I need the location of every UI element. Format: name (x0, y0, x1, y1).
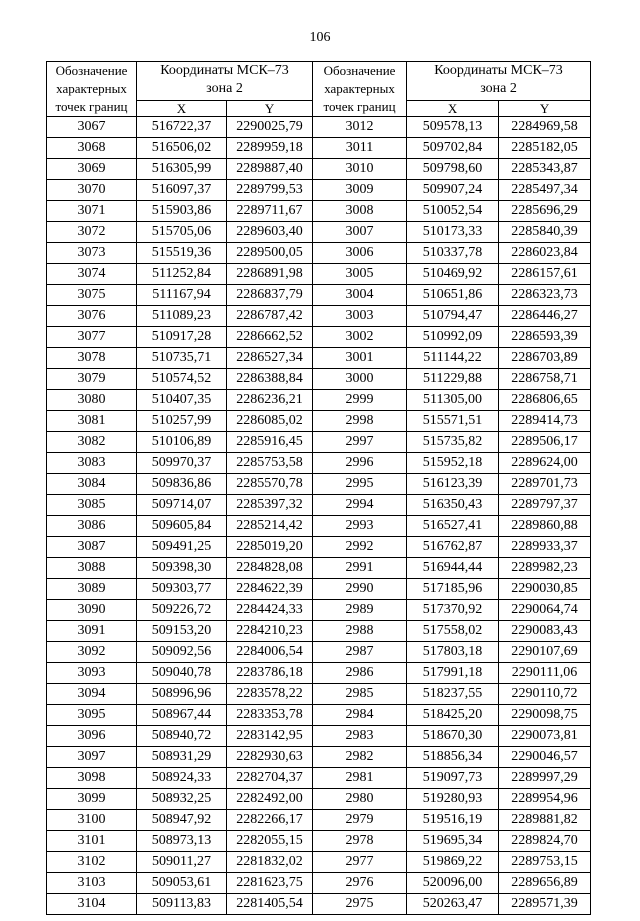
right-y-value: 2286703,89 (499, 348, 591, 369)
right-point-number: 2978 (313, 831, 407, 852)
right-point-number: 2999 (313, 390, 407, 411)
left-point-number: 3070 (47, 180, 137, 201)
right-point-number: 2979 (313, 810, 407, 831)
right-y-value: 2289753,15 (499, 852, 591, 873)
left-x-value: 515705,06 (137, 222, 227, 243)
left-y-value: 2283353,78 (227, 705, 313, 726)
left-x-value: 509053,61 (137, 873, 227, 894)
right-y-value: 2286758,71 (499, 369, 591, 390)
table-row (47, 453, 591, 474)
left-point-number: 3082 (47, 432, 137, 453)
left-y-value: 2285397,32 (227, 495, 313, 516)
left-x-value: 515903,86 (137, 201, 227, 222)
right-x-value: 509798,60 (407, 159, 499, 180)
right-point-number: 2992 (313, 537, 407, 558)
right-point-number: 3003 (313, 306, 407, 327)
right-y-value: 2285696,29 (499, 201, 591, 222)
right-point-number: 2996 (313, 453, 407, 474)
right-x-value: 509702,84 (407, 138, 499, 159)
left-point-number: 3097 (47, 747, 137, 768)
table-row (47, 180, 591, 201)
right-y-value: 2290073,81 (499, 726, 591, 747)
left-point-number: 3089 (47, 579, 137, 600)
left-x-value: 509153,20 (137, 621, 227, 642)
right-point-number: 2995 (313, 474, 407, 495)
right-x-value: 509907,24 (407, 180, 499, 201)
left-x-value: 510257,99 (137, 411, 227, 432)
table-row (47, 579, 591, 600)
left-x-value: 511089,23 (137, 306, 227, 327)
table-row (47, 201, 591, 222)
table-row (47, 789, 591, 810)
table-row (47, 663, 591, 684)
left-x-value: 508947,92 (137, 810, 227, 831)
left-y-header: Y (227, 100, 313, 116)
left-x-value: 509491,25 (137, 537, 227, 558)
left-point-number: 3090 (47, 600, 137, 621)
table-row (47, 222, 591, 243)
right-point-number: 2994 (313, 495, 407, 516)
left-point-number: 3094 (47, 684, 137, 705)
right-point-number: 2982 (313, 747, 407, 768)
left-point-number: 3081 (47, 411, 137, 432)
right-x-value: 516350,43 (407, 495, 499, 516)
table-row (47, 642, 591, 663)
table-row (47, 285, 591, 306)
right-y-value: 2285182,05 (499, 138, 591, 159)
left-x-value: 516506,02 (137, 138, 227, 159)
left-x-value: 509040,78 (137, 663, 227, 684)
left-x-value: 515519,36 (137, 243, 227, 264)
left-y-value: 2282055,15 (227, 831, 313, 852)
right-x-value: 520096,00 (407, 873, 499, 894)
right-x-value: 515735,82 (407, 432, 499, 453)
right-x-value: 509578,13 (407, 117, 499, 138)
right-x-value: 510173,33 (407, 222, 499, 243)
right-y-value: 2290098,75 (499, 705, 591, 726)
right-point-number: 3012 (313, 117, 407, 138)
table-row (47, 306, 591, 327)
right-y-value: 2289701,73 (499, 474, 591, 495)
right-x-value: 518856,34 (407, 747, 499, 768)
left-x-value: 509011,27 (137, 852, 227, 873)
right-y-value: 2290107,69 (499, 642, 591, 663)
left-x-value: 508940,72 (137, 726, 227, 747)
left-x-value: 509092,56 (137, 642, 227, 663)
table-row (47, 411, 591, 432)
left-y-value: 2284210,23 (227, 621, 313, 642)
left-y-value: 2286837,79 (227, 285, 313, 306)
right-y-value: 2285343,87 (499, 159, 591, 180)
left-y-value: 2285214,42 (227, 516, 313, 537)
left-point-number: 3095 (47, 705, 137, 726)
left-point-name-header: Обозначение характерных точек границ (47, 62, 137, 117)
page-number: 106 (309, 30, 331, 45)
right-point-number: 2998 (313, 411, 407, 432)
left-y-value: 2289603,40 (227, 222, 313, 243)
left-point-number: 3085 (47, 495, 137, 516)
right-y-value: 2289933,37 (499, 537, 591, 558)
right-point-number: 3004 (313, 285, 407, 306)
left-x-value: 510574,52 (137, 369, 227, 390)
right-x-value: 519516,19 (407, 810, 499, 831)
right-x-value: 510337,78 (407, 243, 499, 264)
right-point-number: 2984 (313, 705, 407, 726)
left-point-number: 3104 (47, 894, 137, 915)
left-y-value: 2283578,22 (227, 684, 313, 705)
left-y-value: 2282266,17 (227, 810, 313, 831)
left-point-number: 3087 (47, 537, 137, 558)
right-x-value: 518237,55 (407, 684, 499, 705)
right-y-value: 2286323,73 (499, 285, 591, 306)
table-row (47, 705, 591, 726)
left-point-number: 3099 (47, 789, 137, 810)
left-point-number: 3073 (47, 243, 137, 264)
right-point-number: 2976 (313, 873, 407, 894)
table-row (47, 117, 591, 138)
table-row (47, 495, 591, 516)
table-row (47, 264, 591, 285)
right-point-number: 3001 (313, 348, 407, 369)
left-y-value: 2284006,54 (227, 642, 313, 663)
left-point-number: 3086 (47, 516, 137, 537)
left-x-value: 510106,89 (137, 432, 227, 453)
right-x-value: 510469,92 (407, 264, 499, 285)
right-point-number: 3005 (313, 264, 407, 285)
left-x-value: 516722,37 (137, 117, 227, 138)
right-x-value: 519695,34 (407, 831, 499, 852)
right-y-value: 2290064,74 (499, 600, 591, 621)
left-x-value: 509398,30 (137, 558, 227, 579)
left-point-number: 3075 (47, 285, 137, 306)
right-x-value: 510794,47 (407, 306, 499, 327)
right-point-number: 2990 (313, 579, 407, 600)
right-x-value: 517558,02 (407, 621, 499, 642)
left-x-value: 511167,94 (137, 285, 227, 306)
right-y-value: 2289824,70 (499, 831, 591, 852)
left-y-value: 2284622,39 (227, 579, 313, 600)
right-point-number: 2980 (313, 789, 407, 810)
left-point-number: 3067 (47, 117, 137, 138)
right-y-value: 2289860,88 (499, 516, 591, 537)
right-x-value: 515952,18 (407, 453, 499, 474)
right-y-value: 2286593,39 (499, 327, 591, 348)
left-y-value: 2284828,08 (227, 558, 313, 579)
table-row (47, 684, 591, 705)
left-y-value: 2283786,18 (227, 663, 313, 684)
left-x-value: 508967,44 (137, 705, 227, 726)
right-x-value: 519280,93 (407, 789, 499, 810)
left-y-value: 2286891,98 (227, 264, 313, 285)
left-coordinates-header: Координаты МСК–73 зона 2 (137, 62, 313, 101)
right-y-value: 2285840,39 (499, 222, 591, 243)
table-row (47, 831, 591, 852)
left-y-value: 2282704,37 (227, 768, 313, 789)
left-y-value: 2289887,40 (227, 159, 313, 180)
right-y-value: 2289954,96 (499, 789, 591, 810)
left-point-number: 3074 (47, 264, 137, 285)
left-point-number: 3079 (47, 369, 137, 390)
left-point-number: 3101 (47, 831, 137, 852)
right-point-number: 2991 (313, 558, 407, 579)
left-point-number: 3071 (47, 201, 137, 222)
left-x-value: 509605,84 (137, 516, 227, 537)
right-y-header: Y (499, 100, 591, 116)
right-y-value: 2286446,27 (499, 306, 591, 327)
left-x-value: 516097,37 (137, 180, 227, 201)
left-x-value: 509303,77 (137, 579, 227, 600)
left-x-value: 509714,07 (137, 495, 227, 516)
table-row (47, 873, 591, 894)
right-x-value: 511305,00 (407, 390, 499, 411)
right-y-value: 2289982,23 (499, 558, 591, 579)
left-point-number: 3068 (47, 138, 137, 159)
left-y-value: 2286662,52 (227, 327, 313, 348)
right-y-value: 2289414,73 (499, 411, 591, 432)
right-x-value: 510992,09 (407, 327, 499, 348)
right-x-value: 520263,47 (407, 894, 499, 915)
table-row (47, 390, 591, 411)
table-row (47, 432, 591, 453)
right-x-value: 511229,88 (407, 369, 499, 390)
right-x-value: 516944,44 (407, 558, 499, 579)
right-point-number: 2985 (313, 684, 407, 705)
left-x-header: X (137, 100, 227, 116)
table-row (47, 852, 591, 873)
table-row (47, 726, 591, 747)
left-x-value: 508924,33 (137, 768, 227, 789)
left-point-number: 3083 (47, 453, 137, 474)
right-x-value: 516527,41 (407, 516, 499, 537)
left-y-value: 2281405,54 (227, 894, 313, 915)
left-point-number: 3096 (47, 726, 137, 747)
left-x-value: 509970,37 (137, 453, 227, 474)
left-y-value: 2285753,58 (227, 453, 313, 474)
left-point-number: 3091 (47, 621, 137, 642)
left-y-value: 2290025,79 (227, 117, 313, 138)
left-x-value: 510917,28 (137, 327, 227, 348)
left-x-value: 509226,72 (137, 600, 227, 621)
left-y-value: 2289500,05 (227, 243, 313, 264)
right-y-value: 2286806,65 (499, 390, 591, 411)
left-point-number: 3078 (47, 348, 137, 369)
right-point-number: 3009 (313, 180, 407, 201)
right-y-value: 2290046,57 (499, 747, 591, 768)
left-x-value: 510735,71 (137, 348, 227, 369)
left-y-value: 2285916,45 (227, 432, 313, 453)
right-y-value: 2286157,61 (499, 264, 591, 285)
left-point-number: 3072 (47, 222, 137, 243)
coordinates-table (46, 61, 591, 915)
right-x-value: 519097,73 (407, 768, 499, 789)
table-row (47, 243, 591, 264)
left-point-number: 3093 (47, 663, 137, 684)
left-y-value: 2283142,95 (227, 726, 313, 747)
table-row (47, 327, 591, 348)
right-y-value: 2289797,37 (499, 495, 591, 516)
right-x-value: 517370,92 (407, 600, 499, 621)
table-row (47, 558, 591, 579)
right-y-value: 2290110,72 (499, 684, 591, 705)
right-x-value: 518425,20 (407, 705, 499, 726)
right-point-number: 2988 (313, 621, 407, 642)
right-y-value: 2289997,29 (499, 768, 591, 789)
right-x-value: 515571,51 (407, 411, 499, 432)
right-y-value: 2289506,17 (499, 432, 591, 453)
right-coordinates-header: Координаты МСК–73 зона 2 (407, 62, 591, 101)
right-point-number: 3000 (313, 369, 407, 390)
right-point-number: 3010 (313, 159, 407, 180)
right-point-number: 3002 (313, 327, 407, 348)
left-point-number: 3100 (47, 810, 137, 831)
left-point-number: 3069 (47, 159, 137, 180)
left-y-value: 2286085,02 (227, 411, 313, 432)
right-point-number: 2987 (313, 642, 407, 663)
left-y-value: 2282492,00 (227, 789, 313, 810)
right-point-number: 2986 (313, 663, 407, 684)
right-y-value: 2290111,06 (499, 663, 591, 684)
table-row (47, 474, 591, 495)
right-x-value: 517185,96 (407, 579, 499, 600)
right-y-value: 2285497,34 (499, 180, 591, 201)
right-x-value: 516123,39 (407, 474, 499, 495)
right-point-number: 2977 (313, 852, 407, 873)
right-y-value: 2289571,39 (499, 894, 591, 915)
right-y-value: 2286023,84 (499, 243, 591, 264)
table-row (47, 138, 591, 159)
left-y-value: 2286388,84 (227, 369, 313, 390)
right-point-number: 2975 (313, 894, 407, 915)
table-row (47, 621, 591, 642)
left-point-number: 3103 (47, 873, 137, 894)
left-y-value: 2289711,67 (227, 201, 313, 222)
left-x-value: 510407,35 (137, 390, 227, 411)
right-y-value: 2289624,00 (499, 453, 591, 474)
table-row (47, 348, 591, 369)
table-row (47, 810, 591, 831)
table-row (47, 747, 591, 768)
right-point-number: 2989 (313, 600, 407, 621)
right-x-header: X (407, 100, 499, 116)
right-y-value: 2284969,58 (499, 117, 591, 138)
right-x-value: 510052,54 (407, 201, 499, 222)
left-x-value: 508996,96 (137, 684, 227, 705)
table-row (47, 159, 591, 180)
table-row (47, 768, 591, 789)
left-y-value: 2285570,78 (227, 474, 313, 495)
left-y-value: 2281832,02 (227, 852, 313, 873)
right-x-value: 517991,18 (407, 663, 499, 684)
right-point-number: 2993 (313, 516, 407, 537)
left-point-number: 3088 (47, 558, 137, 579)
left-y-value: 2281623,75 (227, 873, 313, 894)
left-x-value: 509113,83 (137, 894, 227, 915)
right-x-value: 516762,87 (407, 537, 499, 558)
right-x-value: 510651,86 (407, 285, 499, 306)
left-point-number: 3092 (47, 642, 137, 663)
left-x-value: 508932,25 (137, 789, 227, 810)
right-point-number: 2997 (313, 432, 407, 453)
left-point-number: 3080 (47, 390, 137, 411)
left-point-number: 3102 (47, 852, 137, 873)
left-y-value: 2286787,42 (227, 306, 313, 327)
right-point-number: 3006 (313, 243, 407, 264)
left-x-value: 508931,29 (137, 747, 227, 768)
right-point-number: 3007 (313, 222, 407, 243)
right-y-value: 2289881,82 (499, 810, 591, 831)
right-y-value: 2289656,89 (499, 873, 591, 894)
right-x-value: 519869,22 (407, 852, 499, 873)
left-y-value: 2286236,21 (227, 390, 313, 411)
left-y-value: 2286527,34 (227, 348, 313, 369)
left-y-value: 2282930,63 (227, 747, 313, 768)
left-x-value: 509836,86 (137, 474, 227, 495)
left-y-value: 2289799,53 (227, 180, 313, 201)
left-point-number: 3076 (47, 306, 137, 327)
left-x-value: 516305,99 (137, 159, 227, 180)
right-point-number: 2981 (313, 768, 407, 789)
left-y-value: 2289959,18 (227, 138, 313, 159)
right-y-value: 2290030,85 (499, 579, 591, 600)
left-point-number: 3077 (47, 327, 137, 348)
left-y-value: 2285019,20 (227, 537, 313, 558)
right-x-value: 511144,22 (407, 348, 499, 369)
left-y-value: 2284424,33 (227, 600, 313, 621)
table-row (47, 369, 591, 390)
right-point-number: 3011 (313, 138, 407, 159)
right-y-value: 2290083,43 (499, 621, 591, 642)
table-row (47, 516, 591, 537)
right-x-value: 518670,30 (407, 726, 499, 747)
right-x-value: 517803,18 (407, 642, 499, 663)
left-point-number: 3084 (47, 474, 137, 495)
left-point-number: 3098 (47, 768, 137, 789)
table-row (47, 537, 591, 558)
left-x-value: 508973,13 (137, 831, 227, 852)
table-row (47, 894, 591, 915)
right-point-name-header: Обозначение характерных точек границ (313, 62, 407, 117)
table-row (47, 600, 591, 621)
right-point-number: 2983 (313, 726, 407, 747)
right-point-number: 3008 (313, 201, 407, 222)
left-x-value: 511252,84 (137, 264, 227, 285)
